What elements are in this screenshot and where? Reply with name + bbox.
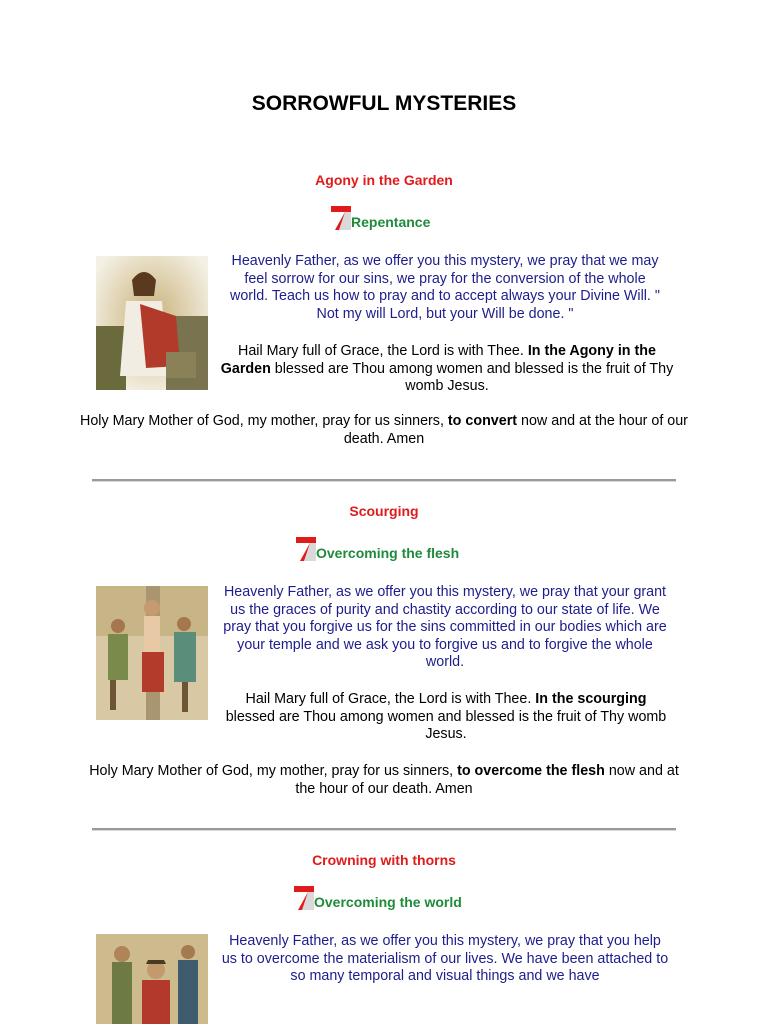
bookmark-marker-icon <box>296 537 316 561</box>
crowning-with-thorns-image <box>96 934 208 1024</box>
hail-mary-prayer: Hail Mary full of Grace, the Lord is with Thee. In the Agony in the Garden blessed are Thou among women and blessed is the fruit of Thy womb Jesus. <box>220 343 674 395</box>
mystery-title-crowning: Crowning with thorns <box>312 852 456 868</box>
scourging-image <box>96 586 208 720</box>
holy-mary-prayer: Holy Mary Mother of God, my mother, pray for us sinners, to overcome the flesh now and at the hour of our death. Amen <box>89 763 679 797</box>
bookmark-marker-icon <box>331 206 351 230</box>
fruit-line-repentance <box>331 206 430 230</box>
divider <box>92 479 676 482</box>
mystery-title-scourging: Scourging <box>349 503 419 519</box>
offering-prayer: Heavenly Father, as we offer you this mystery, we pray that you help us to overcome the materialism of our lives. We have been attached to so many temporal and visual things and we have <box>221 933 669 985</box>
fruit-line-overcoming-flesh <box>296 537 459 561</box>
offering-prayer: Heavenly Father, as we offer you this mystery, we pray that we may feel sorrow for our sins, we pray for the conversion of the whole world. Teach us how to pray and to accept always your Divine Will. " Not my will Lord, but your Will be done. " <box>230 253 660 322</box>
agony-in-garden-image <box>96 256 208 390</box>
fruit-label: Repentance <box>351 214 431 230</box>
page-title: SORROWFUL MYSTERIES <box>251 92 517 115</box>
mystery-title-agony: Agony in the Garden <box>315 172 453 188</box>
fruit-label: Overcoming the world <box>314 894 462 910</box>
holy-mary-prayer: Holy Mary Mother of God, my mother, pray for us sinners, to convert now and at the hour of our death. Amen <box>80 413 688 447</box>
fruit-label: Overcoming the flesh <box>316 545 460 561</box>
bookmark-marker-icon <box>294 886 314 910</box>
divider <box>92 828 676 831</box>
offering-prayer: Heavenly Father, as we offer you this mystery, we pray that your grant us the graces of purity and chastity according to our state of life. We pray that you forgive us for the sins committed in our bodies which are your temple and we ask you to forgive us and to forgive the whole world. <box>223 584 667 671</box>
fruit-line-overcoming-world <box>294 886 462 910</box>
hail-mary-prayer: Hail Mary full of Grace, the Lord is with Thee. In the scourging blessed are Thou among women and blessed is the fruit of Thy womb Jesus. <box>225 691 667 743</box>
